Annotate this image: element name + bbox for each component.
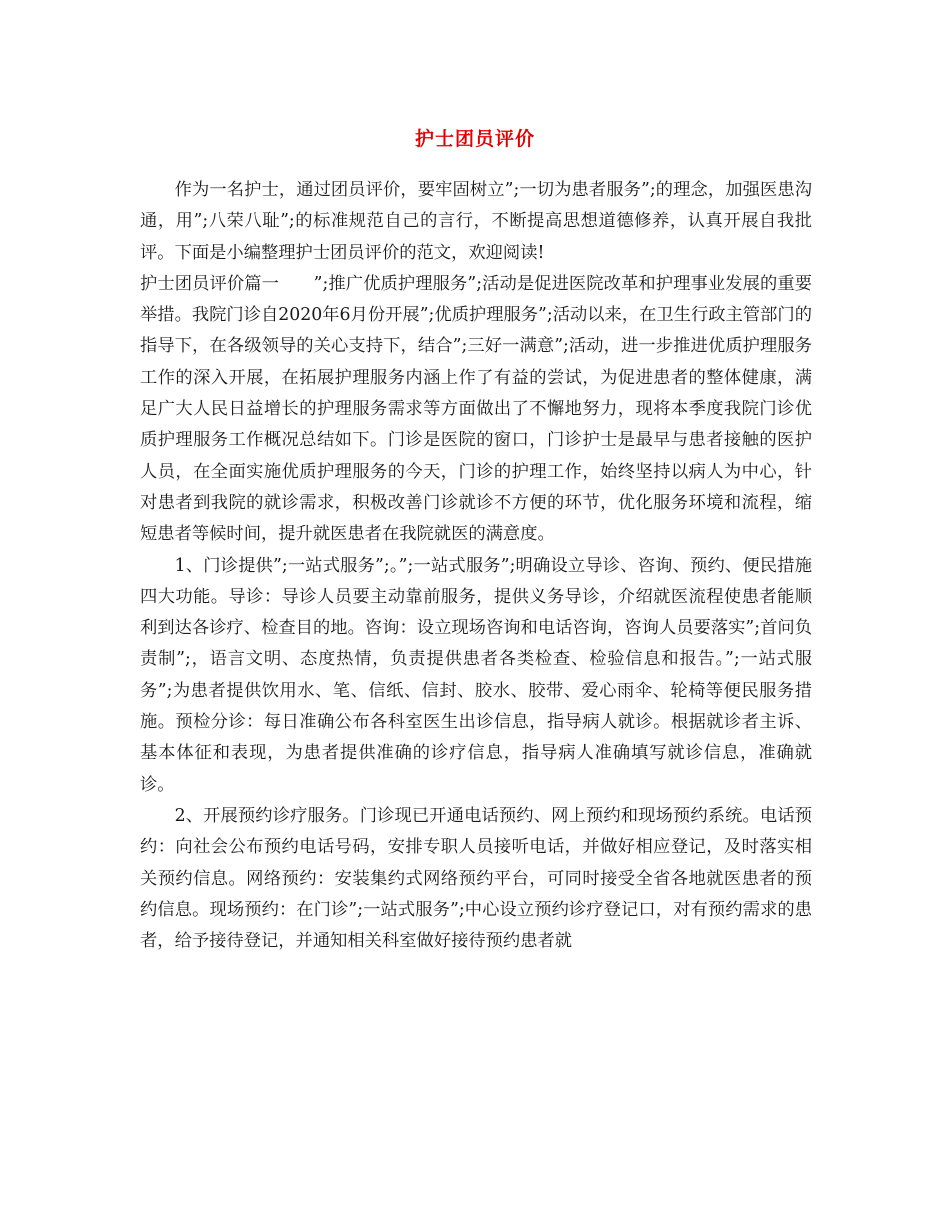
paragraph-part-one: 护士团员评价篇一 ”;推广优质护理服务”;活动是促进医院改革和护理事业发展的重要举措。我院门诊自2020年6月份开展”;优质护理服务”;活动以来，在卫生行政主管部门的指导下，在各级领导的关心支持下，结合”;三好一满意”;活动，进一步推进优质护理服务工作的深入开展，在拓展护理服务内涵上作了有益的尝试，为促进患者的整体健康，满足广大人民日益增长的护理服务需求等方面做出了不懈地努力，现将本季度我院门诊优质护理服务工作概况总结如下。门诊是医院的窗口，门诊护士是最早与患者接触的医护人员，在全面实施优质护理服务的今天，门诊的护理工作，始终坚持以病人为中心，针对患者到我院的就诊需求，积极改善门诊就诊不方便的环节，优化服务环境和流程，缩短患者等候时间，提升就医患者在我院就医的满意度。 bbox=[140, 273, 812, 545]
paragraph-intro: 作为一名护士，通过团员评价，要牢固树立”;一切为患者服务”;的理念，加强医患沟通，用”;八荣八耻”;的标准规范自己的言行，不断提高思想道德修养，认真开展自我批评。下面是小编整理护士团员评价的范文，欢迎阅读! bbox=[140, 180, 812, 263]
paragraph-item-1: 1、门诊提供”;一站式服务”;。”;一站式服务”;明确设立导诊、咨询、预约、便民措施四大功能。导诊：导诊人员要主动靠前服务，提供义务导诊，介绍就医流程使患者能顺利到达各诊疗、检查目的地。咨询：设立现场咨询和电话咨询，咨询人员要落实”;首问负责制”;，语言文明、态度热情，负责提供患者各类检查、检验信息和报告。”;一站式服务”;为患者提供饮用水、笔、信纸、信封、胶水、胶带、爱心雨伞、轮椅等便民服务措施。预检分诊：每日准确公布各科室医生出诊信息，指导病人就诊。根据就诊者主诉、基本体征和表现，为患者提供准确的诊疗信息，指导病人准确填写就诊信息，准确就诊。 bbox=[140, 555, 812, 795]
document-body bbox=[140, 175, 812, 957]
document-title: 护士团员评价 bbox=[414, 128, 535, 150]
paragraph-item-2: 2、开展预约诊疗服务。门诊现已开通电话预约、网上预约和现场预约系统。电话预约：向社会公布预约电话号码，安排专职人员接听电话，并做好相应登记，及时落实相关预约信息。网络预约：安装集约式网络预约平台，可同时接受全省各地就医患者的预约信息。现场预约：在门诊”;一站式服务”;中心设立预约诊疗登记口，对有预约需求的患者，给予接待登记，并通知相关科室做好接待预约患者就 bbox=[140, 805, 812, 952]
